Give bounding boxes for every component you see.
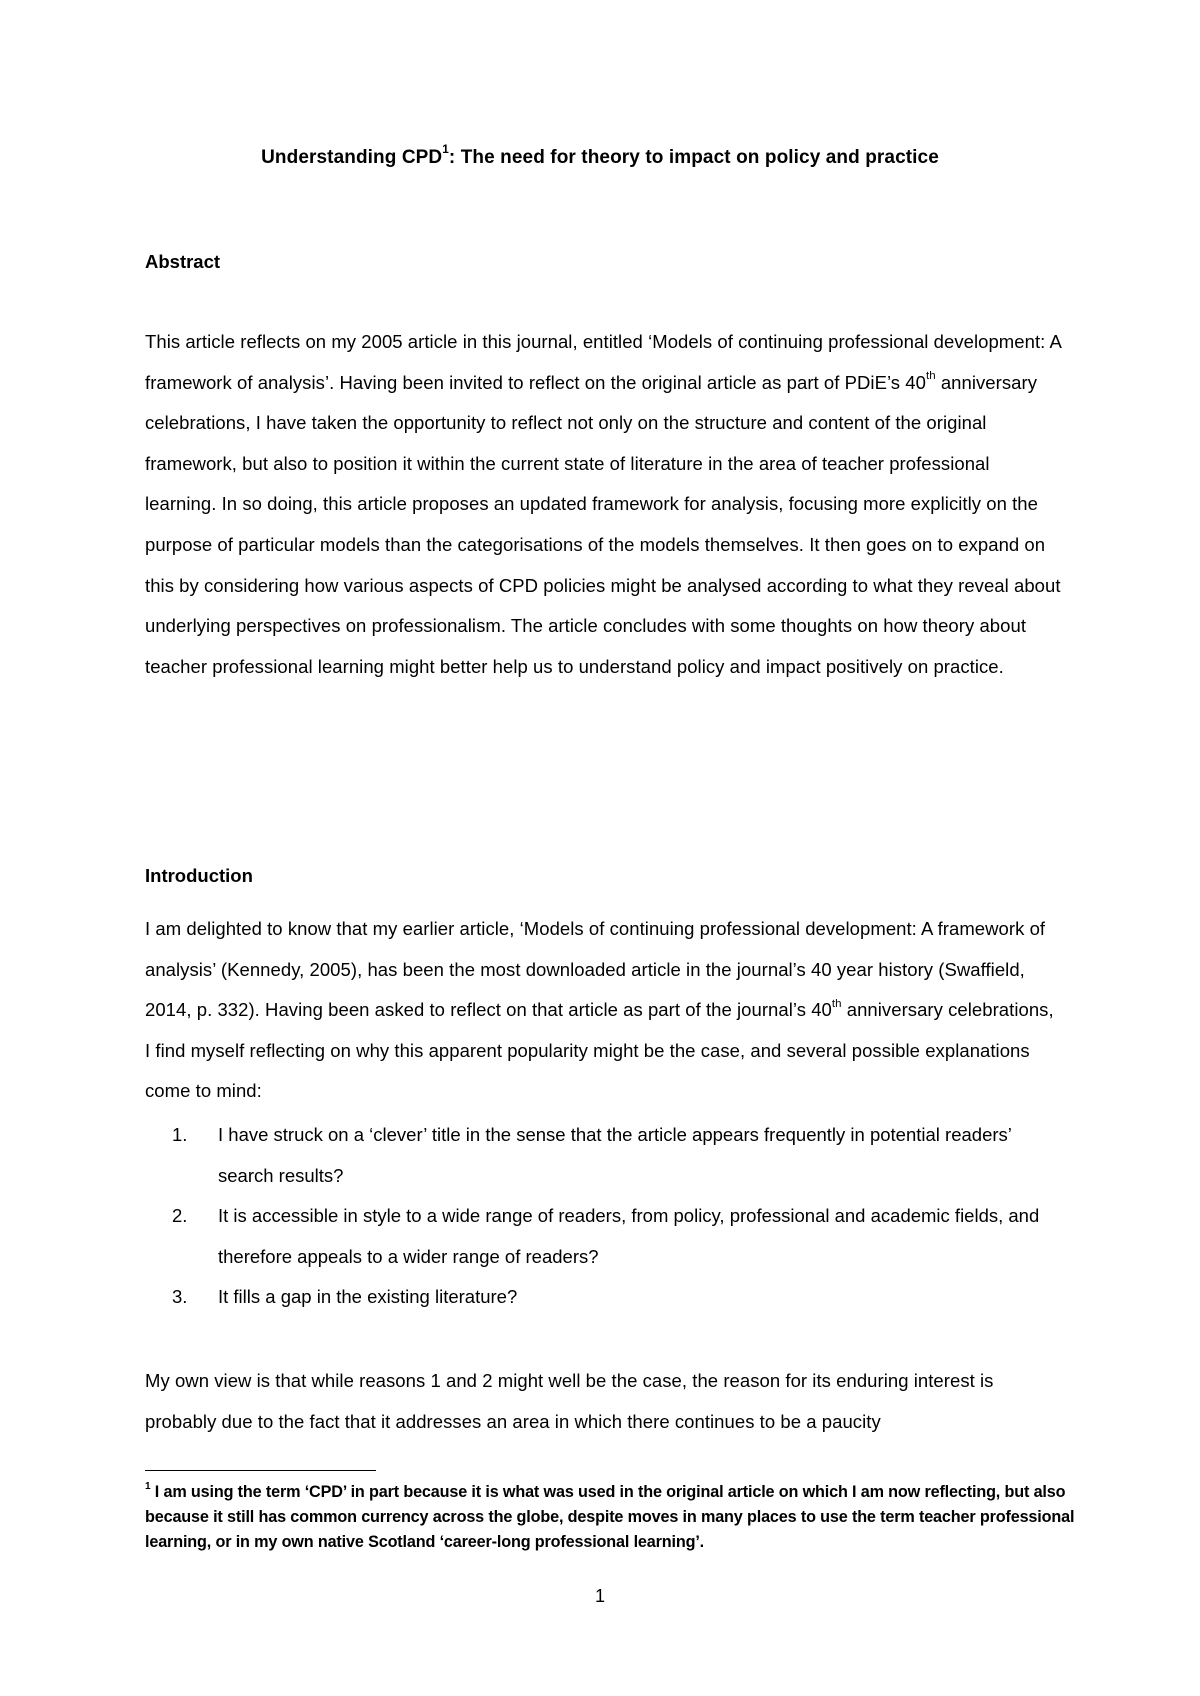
abstract-heading: Abstract [145, 251, 221, 272]
introduction-paragraph [145, 909, 1063, 1112]
list-item-text: It fills a gap in the existing literature? [218, 1286, 518, 1308]
intro-superscript: th [831, 997, 842, 1010]
footnote [145, 1480, 1075, 1555]
list-item [145, 1277, 1063, 1318]
abstract-text-part1: This article reflects on my 2005 article in this journal, entitled ‘Models of continuing professional development: A framework of analysis’. Having been invited to reflect on the original article as part of PDiE’s 40 [145, 331, 1061, 393]
page-number: 1 [594, 1586, 605, 1606]
closing-paragraph: My own view is that while reasons 1 and 2 might well be the case, the reason for its enduring interest is probably due to the fact that it addresses an area in which there continues to be a paucity [145, 1370, 994, 1432]
list-item [145, 1115, 1063, 1196]
intro-text-part2: anniversary celebrations, I find myself reflecting on why this apparent popularity might be the case, and several possible explanations come to mind: [145, 999, 1054, 1102]
footnote-text: I am using the term ‘CPD’ in part because it is what was used in the original article on which I am now reflecting, but also because it still has common currency across the globe, despite moves in many places to use the term teacher professional learning, or in my own native Scotland ‘career-long professional learning’. [145, 1483, 1075, 1551]
title-main: Understanding CPD [261, 147, 443, 168]
reasons-list [145, 1115, 1063, 1318]
abstract-paragraph [145, 322, 1063, 687]
paper-title [0, 143, 1200, 170]
intro-text-part1: I am delighted to know that my earlier article, ‘Models of continuing professional development: A framework of analysis’ (Kennedy, 2005), has been the most downloaded article in the journal’s 40 year history (Swaffield, 2014, p. 332). Having been asked to reflect on that article as part of the journal’s 40 [145, 918, 1046, 1021]
footnote-divider [145, 1470, 376, 1471]
list-number: 1. [172, 1124, 188, 1145]
introduction-heading: Introduction [145, 865, 253, 886]
abstract-text-part2: anniversary celebrations, I have taken the opportunity to reflect not only on the structure and content of the original framework, but also to position it within the current state of literature in the area of teacher professional learning. In so doing, this article proposes an updated framework for analysis, focusing more explicitly on the purpose of particular models than the categorisations of the models themselves. It then goes on to expand on this by considering how various aspects of CPD policies might be analysed according to what they reveal about underlying perspectives on professionalism. The article concludes with some thoughts on how theory about teacher professional learning might better help us to understand policy and impact positively on practice. [145, 371, 1061, 677]
list-item [145, 1196, 1063, 1277]
list-item-text: It is accessible in style to a wide range of readers, from policy, professional and academic fields, and therefore appeals to a wider range of readers? [218, 1205, 1040, 1267]
title-footnote-marker: 1 [442, 143, 449, 157]
list-number: 2. [172, 1205, 188, 1227]
abstract-superscript: th [925, 370, 936, 383]
title-rest: : The need for theory to impact on policy and practice [448, 147, 939, 168]
list-number: 3. [172, 1286, 188, 1308]
list-item-text: I have struck on a ‘clever’ title in the sense that the article appears frequently in potential readers’ search results? [218, 1124, 1012, 1186]
footnote-marker: 1 [145, 1480, 151, 1492]
